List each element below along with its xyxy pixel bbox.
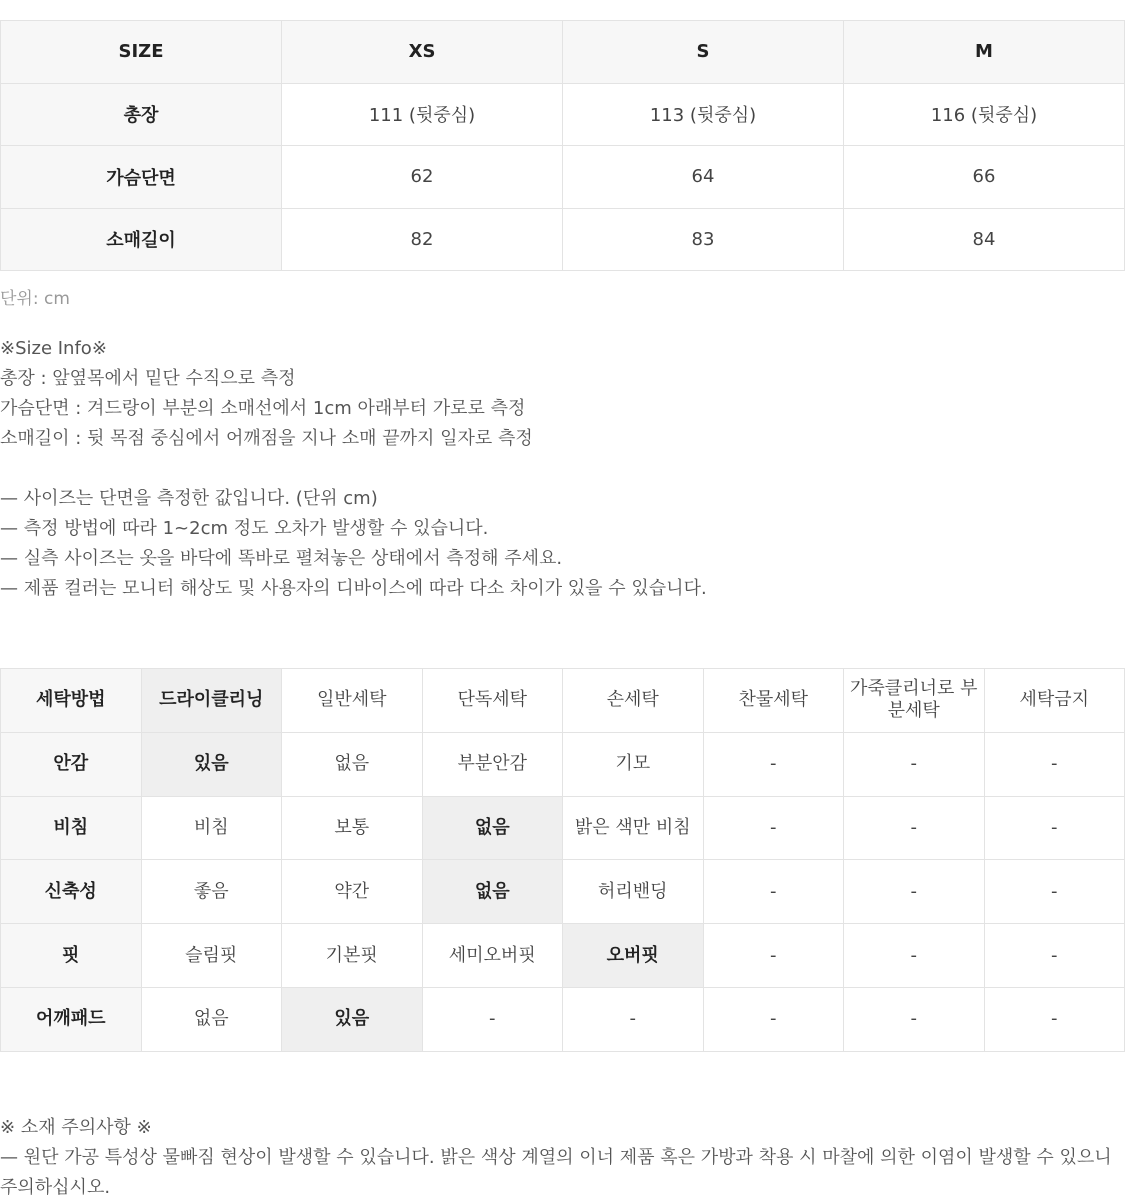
size-row-label: 가슴단면 [1, 146, 282, 209]
care-option-cell: - [844, 924, 985, 988]
care-option-cell: 보통 [282, 796, 423, 860]
care-option-cell: - [984, 796, 1125, 860]
care-option-cell: 단독세탁 [422, 669, 563, 733]
care-option-cell: 밝은 색만 비침 [563, 796, 704, 860]
size-row [1, 146, 1125, 209]
care-table [0, 668, 1125, 1052]
care-option-cell: - [703, 987, 844, 1051]
care-option-cell: - [703, 732, 844, 796]
size-info-line: 가슴단면 : 겨드랑이 부분의 소매선에서 1cm 아래부터 가로로 측정 [0, 398, 526, 419]
care-option-cell: 슬림핏 [141, 924, 282, 988]
care-selected-cell: 있음 [282, 987, 423, 1051]
size-info-title: ※Size Info※ [0, 338, 107, 359]
care-option-cell: - [984, 924, 1125, 988]
size-info-line: 총장 : 앞옆목에서 밑단 수직으로 측정 [0, 368, 296, 389]
care-option-cell: - [844, 860, 985, 924]
size-info-line: 소매길이 : 뒷 목점 중심에서 어깨점을 지나 소매 끝까지 일자로 측정 [0, 428, 533, 449]
care-row-label: 비침 [1, 796, 142, 860]
size-table [0, 20, 1125, 271]
care-row [1, 860, 1125, 924]
care-option-cell: 없음 [282, 732, 423, 796]
unit-note: 단위: cm [0, 289, 70, 309]
care-row [1, 987, 1125, 1051]
care-option-cell: 일반세탁 [282, 669, 423, 733]
care-row [1, 732, 1125, 796]
care-option-cell: - [703, 860, 844, 924]
care-option-cell: - [844, 987, 985, 1051]
care-option-cell: 비침 [141, 796, 282, 860]
material-caution-text: — 원단 가공 특성상 물빠짐 현상이 발생할 수 있습니다. 밝은 색상 계열의 이너 제품 혹은 가방과 착용 시 마찰에 의한 이염이 발생할 수 있으니 주의하십시오. [0, 1147, 1112, 1198]
size-value-cell: 116 (뒷중심) [844, 83, 1125, 146]
care-option-cell: - [703, 796, 844, 860]
care-row-label: 세탁방법 [1, 669, 142, 733]
care-row-label: 어깨패드 [1, 987, 142, 1051]
care-row [1, 924, 1125, 988]
care-row-label: 안감 [1, 732, 142, 796]
care-option-cell: 약간 [282, 860, 423, 924]
size-value-cell: 111 (뒷중심) [282, 83, 563, 146]
care-selected-cell: 있음 [141, 732, 282, 796]
care-option-cell: - [422, 987, 563, 1051]
care-option-cell: 세탁금지 [984, 669, 1125, 733]
care-option-cell: 기본핏 [282, 924, 423, 988]
care-selected-cell: 없음 [422, 860, 563, 924]
size-header-cell: M [844, 21, 1125, 84]
size-row-label: 소매길이 [1, 208, 282, 271]
size-value-cell: 82 [282, 208, 563, 271]
size-value-cell: 113 (뒷중심) [563, 83, 844, 146]
care-option-cell: 없음 [141, 987, 282, 1051]
care-option-cell: - [563, 987, 704, 1051]
care-option-cell: 세미오버핏 [422, 924, 563, 988]
material-caution-title: ※ 소재 주의사항 ※ [0, 1117, 152, 1138]
care-option-cell: - [984, 860, 1125, 924]
care-selected-cell: 없음 [422, 796, 563, 860]
care-option-cell: 부분안감 [422, 732, 563, 796]
note-line: — 제품 컬러는 모니터 해상도 및 사용자의 디바이스에 따라 다소 차이가 있을 수 있습니다. [0, 578, 707, 599]
care-option-cell: - [844, 796, 985, 860]
size-header-cell: SIZE [1, 21, 282, 84]
size-value-cell: 83 [563, 208, 844, 271]
size-row-label: 총장 [1, 83, 282, 146]
size-value-cell: 64 [563, 146, 844, 209]
care-option-cell: 찬물세탁 [703, 669, 844, 733]
note-line: — 실측 사이즈는 옷을 바닥에 똑바로 펼쳐놓은 상태에서 측정해 주세요. [0, 548, 563, 569]
size-row [1, 208, 1125, 271]
care-option-cell: 가죽클리너로 부분세탁 [844, 669, 985, 733]
material-caution [0, 1113, 1115, 1203]
size-header-cell: XS [282, 21, 563, 84]
care-option-cell: 기모 [563, 732, 704, 796]
care-row-label: 핏 [1, 924, 142, 988]
care-option-cell: 좋음 [141, 860, 282, 924]
care-option-cell: - [703, 924, 844, 988]
care-option-cell: 허리밴딩 [563, 860, 704, 924]
care-option-cell: - [984, 987, 1125, 1051]
care-row-label: 신축성 [1, 860, 142, 924]
size-notes [0, 484, 707, 604]
size-value-cell: 62 [282, 146, 563, 209]
care-selected-cell: 드라이클리닝 [141, 669, 282, 733]
size-info [0, 334, 533, 454]
note-line: — 사이즈는 단면을 측정한 값입니다. (단위 cm) [0, 488, 378, 509]
size-row [1, 83, 1125, 146]
size-header-cell: S [563, 21, 844, 84]
size-value-cell: 84 [844, 208, 1125, 271]
care-selected-cell: 오버핏 [563, 924, 704, 988]
care-option-cell: 손세탁 [563, 669, 704, 733]
size-value-cell: 66 [844, 146, 1125, 209]
note-line: — 측정 방법에 따라 1~2cm 정도 오차가 발생할 수 있습니다. [0, 518, 489, 539]
care-row [1, 796, 1125, 860]
care-option-cell: - [844, 732, 985, 796]
care-row [1, 669, 1125, 733]
size-header-row [1, 21, 1125, 84]
care-option-cell: - [984, 732, 1125, 796]
